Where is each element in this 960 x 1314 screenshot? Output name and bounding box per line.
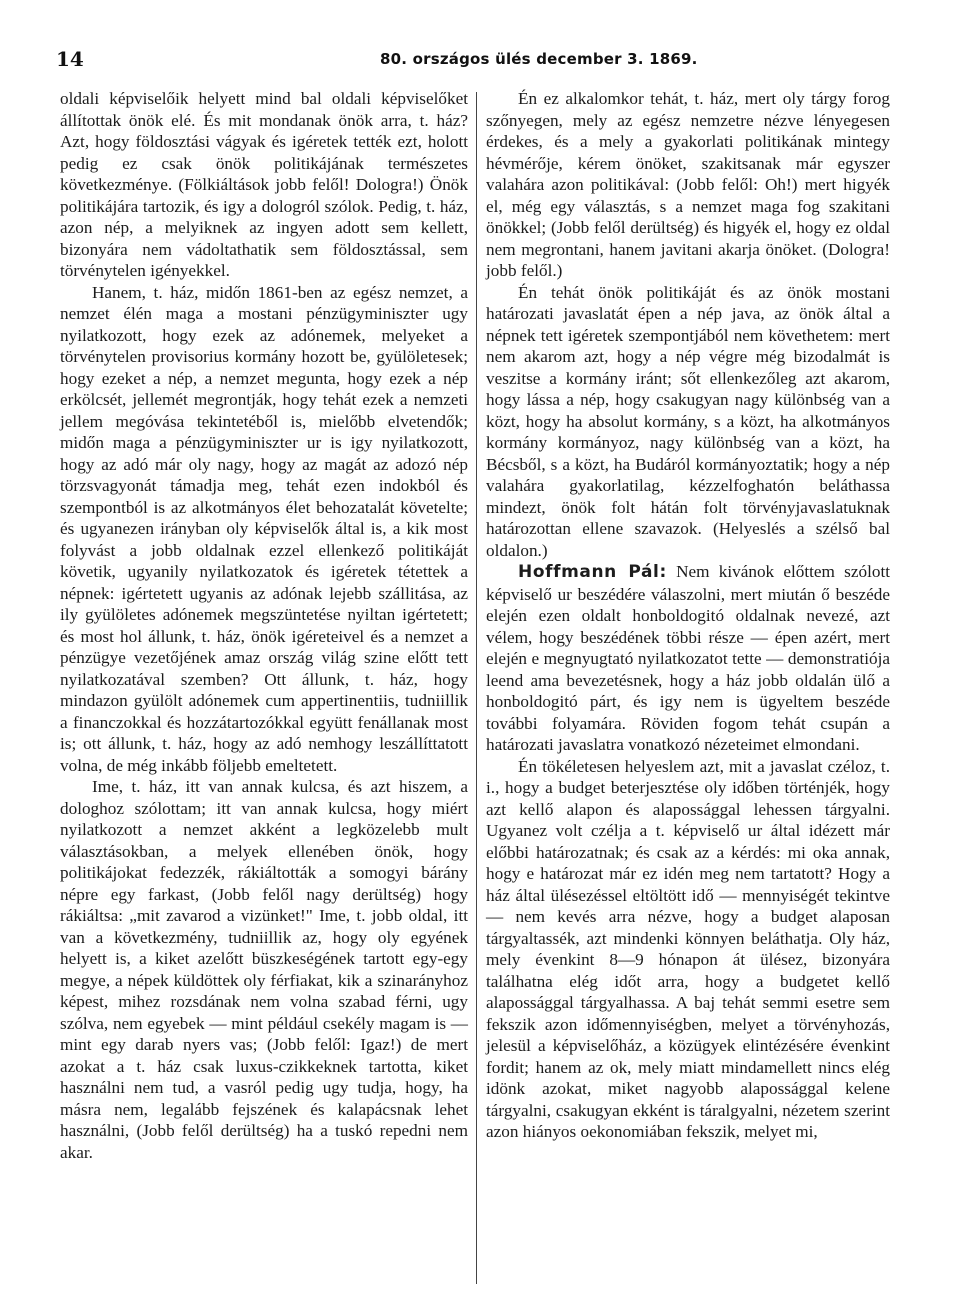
running-head: 80. országos ülés december 3. 1869. bbox=[380, 50, 698, 68]
right-paragraph-2: Én tehát önök politikáját és az önök mostani határozati javaslatát épen a nép java, az önök által a népnek tett igéretek szempontjából nem követhetem: mert nem akarom azt, hogy a nép végre még bizodalmát is veszitse a kormány iránt; sőt ellenkezőleg azt akarom, hogy lássa a nép, hogy csakugyan nagy különbség van a közt, hogy ha absolut kormány, s a közt, ha alkotmányos kormány kormányoz, nagy különbség van a közt, ha Bécsből, s a közt, ha Budáról kormányoztatik; hogy a nép valahára gyakorlatilag, kézzelfoghatón beláthassa mindezt, önök folt hátán folt törvényjavaslatuknak határozottan ellene szavazok. (Helyeslés a szélső bal oldalon.) bbox=[486, 282, 890, 560]
left-paragraph-3: Ime, t. ház, itt van annak kulcsa, és azt hiszem, a dologhoz szólottam; itt van annak kulcsa, hogy miért nyilatkozott a nemzet akként a legközelebb mult választásokban, a melyek ellenében önök, hogy politikájokat fedezzék, rákiáltották a somogyi bárány népre egy farkast, (Jobb felől nagy derültség) hogy rákiáltsa: „mit zavarod a vizünket!" Ime, t. jobb oldal, itt van a következmény, tudniillik az, hogy oly egyének helyett is, a kiket azelőtt büszkeségének tartott egy-egy megye, a népek küldöttek oly férfiakat, kik a szinarányhoz képest, mihez rozsdának nem volna szabad férni, ugy szólva, nem egyebek — mint például csekély magam is — mint egy darab nyers vas; (Jobb felől: Igaz!) de mert azokat a t. ház csak luxus-czikkeknek tartotta, kiket használni nem tud, a vasról pedig ugy tudja, hogy, ha másra nem, legalább fejszének és kalapácsnak lehet használni, (Jobb felől derültség) ha a tuskó repedni nem akar. bbox=[60, 777, 468, 1162]
page-header bbox=[0, 0, 960, 80]
speaker-text: Nem kivánok előttem szólott képviselő ur beszédére válaszolni, mert miután ő beszéde elején ezen oldalt honboldogitó oldalnak nevezé, azt vélem, hogy beszédének többi része — épen azért, mert elején e megnyugtató nyilatkozatot tette — demonstratiója leend ama bevezetésnek, hogy a ház jobb oldalán ülő a honboldogitó párt, és igy nem is ügyeltem beszéde további folyamára. Röviden fogom tehát csupán a határozati javaslatra vonatkozó nézeteimet elmondani. bbox=[486, 562, 890, 754]
right-paragraph-3: Én tökéletesen helyeslem azt, mit a javaslat czéloz, t. i., hogy a budget beterjesztése oly időben történjék, hogy azt kellő alapon és alapossággal lehessen tárgyalni. Ugyanez volt czélja a t. képviselő ur által idézett már előbbi határozatnak; és csak az a kérdés: mi oka annak, hogy e határozat már ez idén meg nem tartatott? Hogy a ház által ülésezéssel eltöltött idő — mennyiségét tekintve — nem kevés arra nézve, hogy a budget alaposan tárgyaltassék, azt mindenki könnyen beláthatja. Oly ház, mely évenkint 8—9 hónapon át ülésez, bizonyára találhatna elég időt arra, hogy a budgetet kellő alapossággal tárgyalhassa. A baj tehát semmi esetre sem fekszik azon időmennyiségben, melyet a törvényhozás, jelesül a képviselőház, a közügyek elintézésére évenkint fordit; hanem az ok, mely miatt mindamellett nincs elég idönk azokat, miket nagyobb alapossággal kelene tárgyalni, csakugyan ekként is táralgyalni, nézetem szerint azon hiányos oekonomiában fekszik, melyet mi, bbox=[486, 756, 890, 1141]
right-column bbox=[486, 88, 890, 1143]
right-paragraph-1: Én ez alkalomkor tehát, t. ház, mert oly tárgy forog szőnyegen, mely az egész nemzetre nézve lényegesen érdekes, és a mely a gyakorlati politikának mintegy hévmérője, kérem önöket, szakitsanak már egyszer valahára azon politikával: (Jobb felől: Oh!) mert higyék el, még egy választás, s a nemzet maga fog szakitani önökkel; (Jobb felől derültség) és higyék el, hogy ez oldal nem megrontani, hanem javitani akarja önöket. (Dologra! jobb felől.) bbox=[486, 89, 890, 280]
column-divider bbox=[476, 92, 477, 1284]
left-paragraph-2: Hanem, t. ház, midőn 1861-ben az egész nemzet, a nemzet élén maga a mostani pénzügyminiszter ugy nyilatkozott, hogy ezek az adónemek, melyeket a törvénytelen provisorius kormány hozott be, gyülöletesek; hogy ezeket a nép, a nemzet megunta, hogy ezek a nép erkölcsét, jellemét megrontják, hogy tehát ezek a nemzeti jellem megóvása tekintetéből is, mielőbb elvetendők; midőn maga a pénzügyminiszter ur is igy nyilatkozott, hogy az adó már oly nagy, hogy az magát az adozó nép törzsvagyonát támadja meg, tehát ezen indokból és szempontból is az alkotmányos élet behozatalát követelte; és ugyanezen irányban oly képviselők által is, a kik most folyvást a jobb oldalnak ezzel ellenkező politikáját követik, ugyanily nyilatkozatok és igéretek tétettek a népnek: igértetett ugyanis az adónak lejebb szállitása, az ily gyülöletes adónemek megszüntetése nyiltan igértetett; és most hol állunk, t. ház, önök igéreteivel és a nemzet a pénzügye vezetőjének amaz ország világ szine előtt tett nyilatkozatával szemben? Ott állunk, t. ház, hogy mindazon gyülölt adónemek cum appertinentiis, tudniillik a financzokkal és hozzátartozókkal együtt fenállanak most is; ott állunk, t. ház, hogy az adó nemhogy leszállíttatott volna, de még inkább följebb emeltetett. bbox=[60, 282, 468, 775]
speaker-name: Hoffmann Pál: bbox=[518, 562, 667, 582]
left-paragraph-1: oldali képviselőik helyett mind bal oldali képviselőket állítottak önök elé. És mit mondanak önök arra, t. ház? Azt, hogy földosztási vágyak és igéretek tették ezt, holott pedig ez csak önök politikájának természetes következménye. (Fölkiáltások jobb felől! Dologra!) Önök politikájára tartozik, és igy a dologról szólok. Pedig, t. ház, azon nép, a melyiknek az ingyen adott sem kellett, bizonyára nem vádoltathatik sem földosztással, sem törvénytelen igényekkel. bbox=[60, 89, 468, 280]
page-number: 14 bbox=[56, 47, 84, 71]
left-column bbox=[60, 88, 468, 1163]
speaker-paragraph bbox=[486, 561, 890, 756]
